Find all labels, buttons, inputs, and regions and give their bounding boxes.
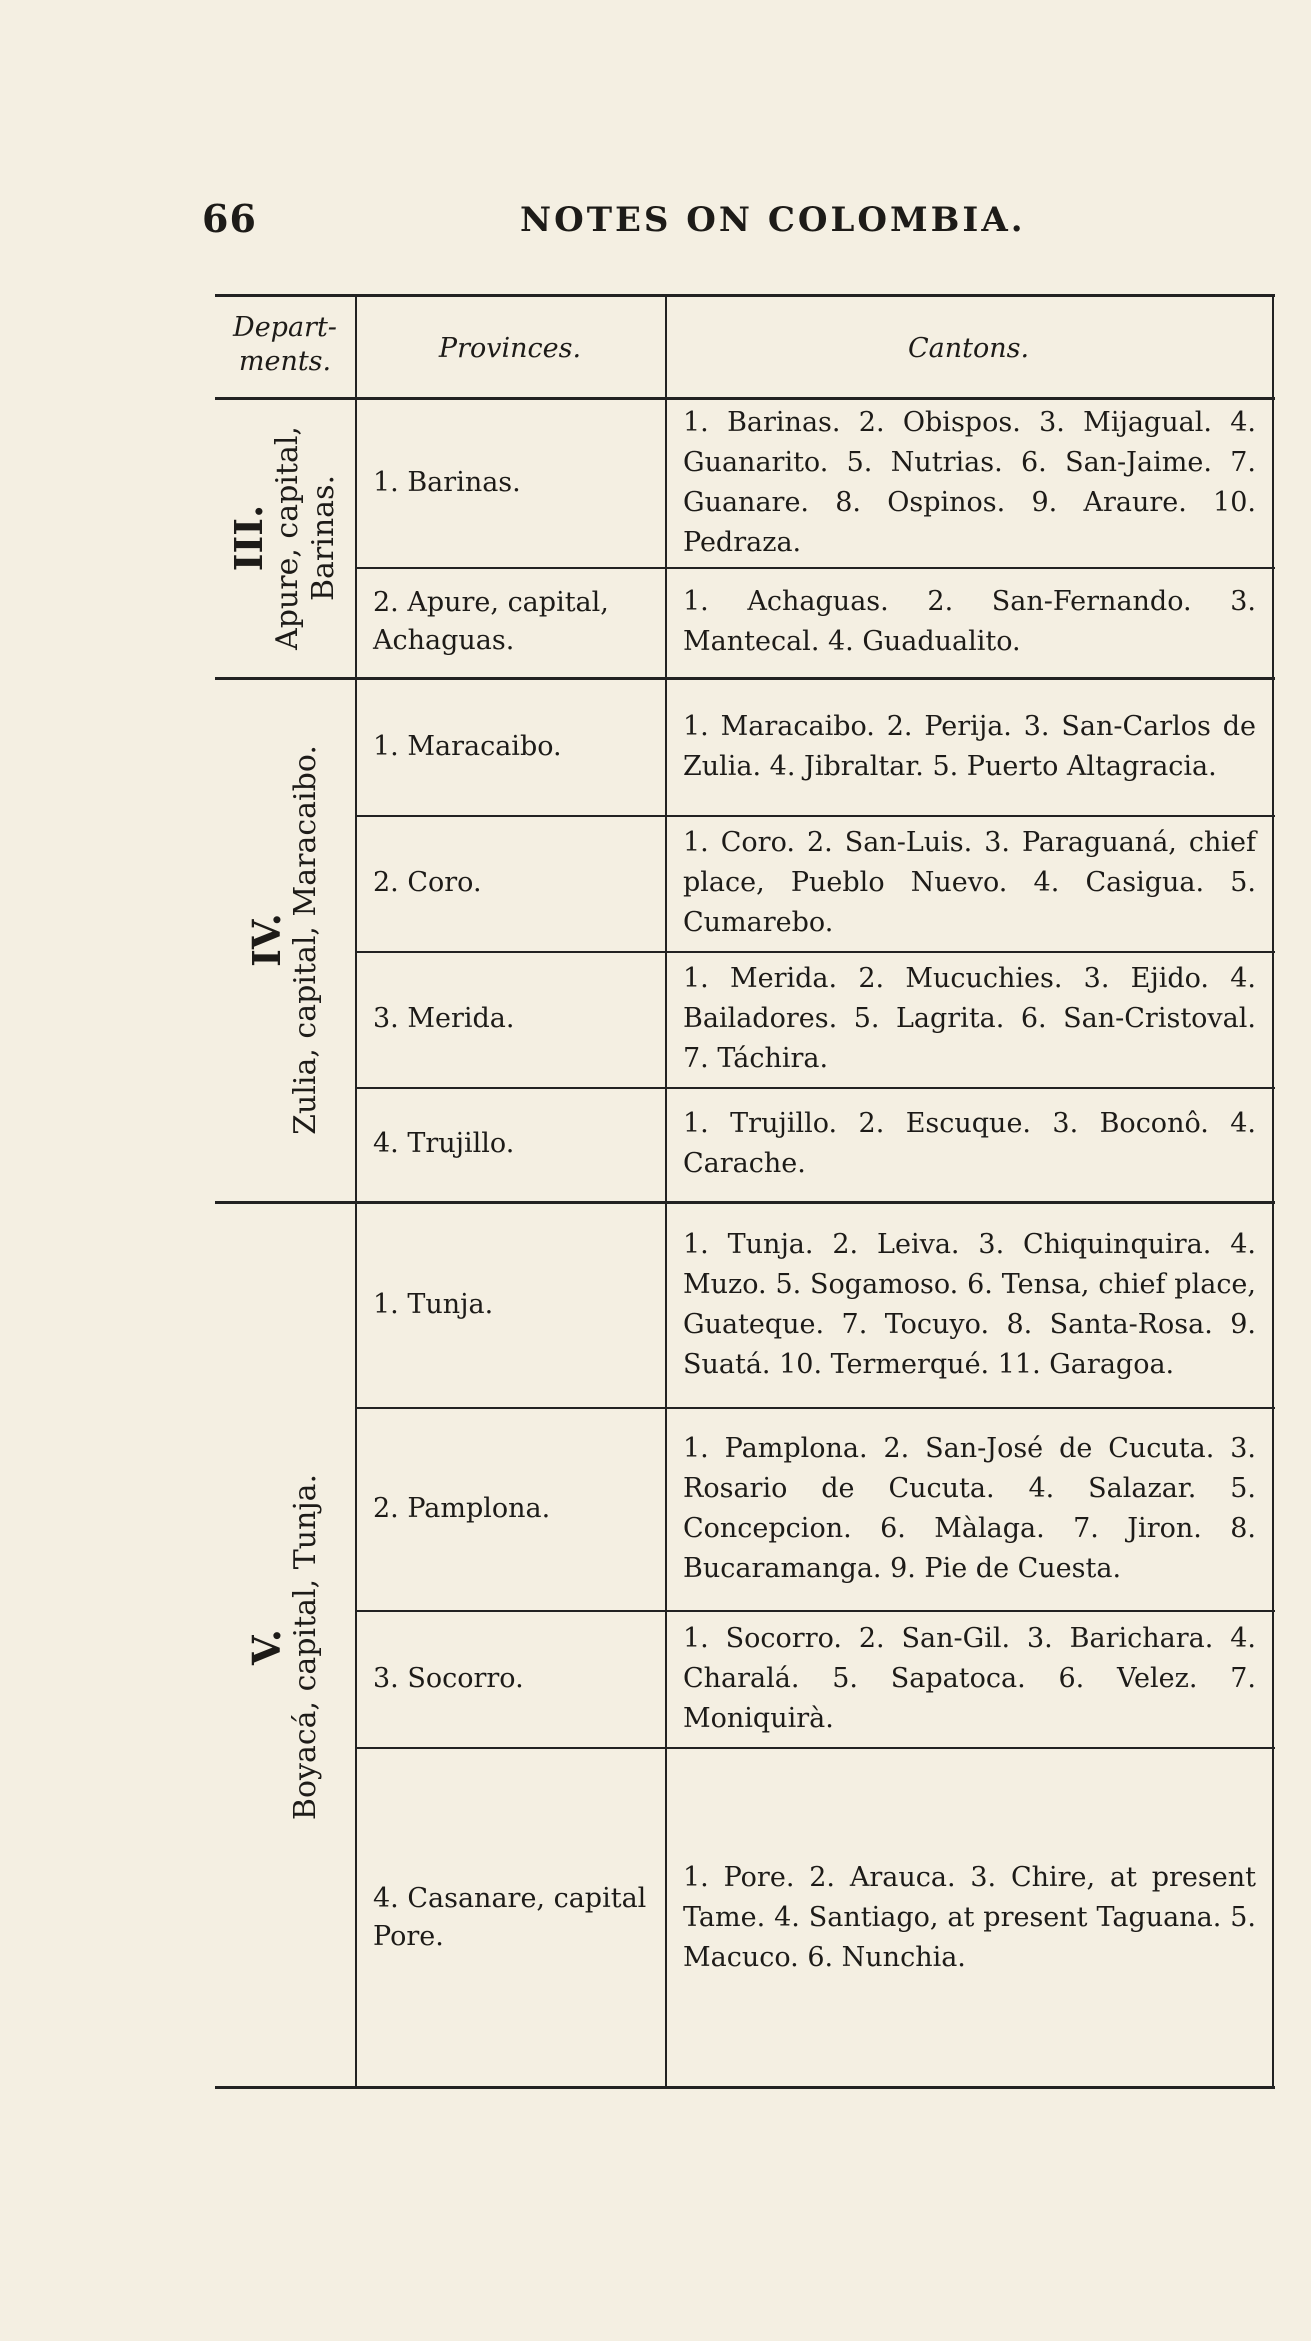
cantons-apure: 1. Achaguas. 2. San-Fernando. 3. Mantecal. 4. Guadualito. bbox=[683, 586, 1256, 657]
province-maracaibo: 1. Maracaibo. bbox=[373, 730, 562, 762]
department-iv bbox=[215, 680, 355, 1200]
cantons-trujillo: 1. Trujillo. 2. Escuque. 3. Boconô. 4. Carache. bbox=[683, 1108, 1256, 1179]
province-pamplona: 2. Pamplona. bbox=[373, 1492, 551, 1524]
department-name-cont: Barinas. bbox=[306, 474, 341, 602]
col-header-departments: Depart- ments. bbox=[233, 312, 337, 377]
col-header-provinces: Provinces. bbox=[438, 333, 582, 364]
province-socorro: 3. Socorro. bbox=[373, 1662, 524, 1694]
department-number: III. bbox=[226, 504, 271, 572]
department-number: V. bbox=[244, 1628, 289, 1665]
cantons-barinas: 1. Barinas. 2. Obispos. 3. Mijagual. 4. Guanarito. 5. Nutrias. 6. San-Jaime. 7. Guanare. 8. Ospinos. 9. Araure. 10. Pedraza. bbox=[683, 406, 1256, 558]
column-rule bbox=[1272, 297, 1274, 2086]
province-trujillo: 4. Trujillo. bbox=[373, 1128, 515, 1159]
cantons-merida: 1. Merida. 2. Mucuchies. 3. Ejido. 4. Bailadores. 5. Lagrita. 6. San-Cristoval. 7. Táchira. bbox=[683, 963, 1256, 1074]
page-number: 66 bbox=[202, 196, 257, 241]
page-header bbox=[0, 196, 1311, 246]
province-apure: 2. Apure, capital, Achaguas. bbox=[373, 587, 609, 656]
department-name: Zulia, capital, Maracaibo. bbox=[288, 745, 323, 1135]
province-casanare: 4. Casanare, capital Pore. bbox=[373, 1883, 647, 1952]
running-title: NOTES ON COLOMBIA. bbox=[520, 200, 1026, 240]
department-number: IV. bbox=[244, 913, 289, 967]
department-name: Boyacá, capital, Tunja. bbox=[288, 1473, 323, 1820]
department-name: Apure, capital, bbox=[270, 426, 305, 650]
cantons-pamplona: 1. Pamplona. 2. San-José de Cucuta. 3. Rosario de Cucuta. 4. Salazar. 5. Concepcion. 6. Màlaga. 7. Jiron. 8. Bucaramanga. 9. Pie de Cuesta. bbox=[683, 1432, 1256, 1584]
province-merida: 3. Merida. bbox=[373, 1003, 515, 1034]
department-v bbox=[215, 1204, 355, 2089]
department-iii bbox=[215, 400, 355, 676]
cantons-casanare: 1. Pore. 2. Arauca. 3. Chire, at present Tame. 4. Santiago, at present Taguana. 5. Macuco. 6. Nunchia. bbox=[683, 1862, 1256, 1973]
province-coro: 2. Coro. bbox=[373, 867, 482, 898]
province-barinas: 1. Barinas. bbox=[373, 466, 521, 498]
cantons-coro: 1. Coro. 2. San-Luis. 3. Paraguaná, chief place, Pueblo Nuevo. 4. Casigua. 5. Cumarebo. bbox=[683, 827, 1256, 938]
cantons-socorro: 1. Socorro. 2. San-Gil. 3. Barichara. 4. Charalá. 5. Sapatoca. 6. Velez. 7. Moniquirà. bbox=[683, 1622, 1256, 1734]
cantons-tunja: 1. Tunja. 2. Leiva. 3. Chiquinquira. 4. Muzo. 5. Sogamoso. 6. Tensa, chief place, Guateque. 7. Tocuyo. 8. Santa-Rosa. 9. Suatá. 10. Termerqué. 11. Garagoa. bbox=[683, 1228, 1256, 1380]
cantons-table bbox=[215, 294, 1275, 2089]
province-tunja: 1. Tunja. bbox=[373, 1288, 494, 1320]
col-header-cantons: Cantons. bbox=[907, 333, 1030, 364]
cantons-maracaibo: 1. Maracaibo. 2. Perija. 3. San-Carlos de Zulia. 4. Jibraltar. 5. Puerto Altagracia. bbox=[683, 710, 1256, 782]
